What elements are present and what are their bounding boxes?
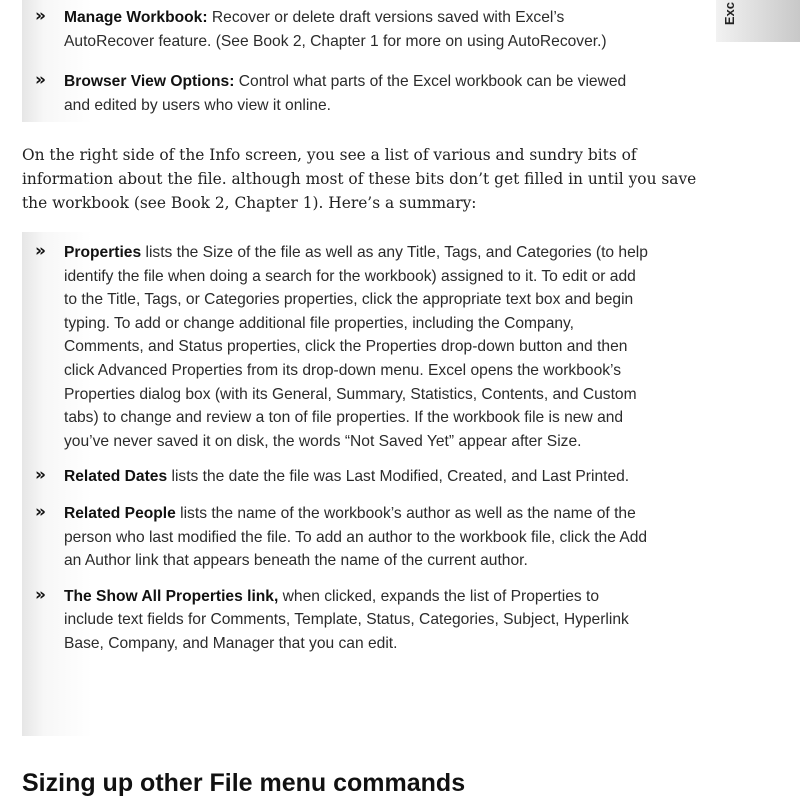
list-item-text <box>64 465 652 489</box>
chevron-bullet-icon: » <box>35 465 43 486</box>
list-item-term: Properties <box>64 244 142 261</box>
list-item <box>22 453 672 489</box>
summary-bullet-list <box>22 232 672 736</box>
chevron-bullet-icon: » <box>35 501 43 522</box>
list-item-text <box>64 241 652 453</box>
chevron-bullet-icon: » <box>35 584 43 605</box>
list-item-text <box>64 585 652 656</box>
list-item-description: lists the date the file was Last Modified, Created, and Last Printed. <box>167 468 630 486</box>
list-item <box>22 232 672 453</box>
chevron-bullet-icon: » <box>35 241 43 261</box>
list-item <box>22 0 672 53</box>
list-item <box>22 489 672 573</box>
body-paragraph: On the right side of the Info screen, you see a list of various and sundry bits of information about the file. although most of these bits don’t get filled in until you save the workbook (see Book 2, Chapter 1). Here’s a summary: <box>22 146 697 212</box>
list-item <box>22 573 672 656</box>
list-item-term: The Show All Properties link, <box>64 587 279 605</box>
top-bullet-list <box>22 0 672 122</box>
list-item-term: Browser View Options: <box>64 73 235 91</box>
list-item <box>22 53 672 117</box>
list-item-text <box>64 502 652 573</box>
list-item-term: Manage Workbook: <box>64 9 208 26</box>
list-item-text <box>64 6 652 53</box>
section-heading: Sizing up other File menu commands <box>22 769 466 797</box>
list-item-description: Recover or delete draft versions saved with Excel’s AutoRecover feature. (See Book 2, Chapter 1 for more on using AutoRecover.) <box>64 9 607 50</box>
list-item-description: when clicked, expands the list of Properties to include text fields for Comments, Template, Status, Categories, Subject, Hyperlink Base, Company, and Manager that you can edit. <box>64 587 629 652</box>
list-item-term: Related People <box>64 504 176 522</box>
list-item-description: Control what parts of the Excel workbook can be viewed and edited by users who view it online. <box>64 73 627 114</box>
chevron-bullet-icon: » <box>35 70 43 91</box>
side-tab-label: Exc <box>722 2 737 26</box>
list-item-term: Related Dates <box>64 468 168 486</box>
list-item-description: lists the Size of the file as well as any Title, Tags, and Categories (to help identify the file when doing a search for the workbook) assigned to it. To edit or add to the Title, Tags, or Categories properties, click the appropriate text box and begin typing. To add or change additional file properties, including the Company, Comments, and Status properties, click the Properties drop-down button and then click Advanced Properties from its drop-down menu. Excel opens the workbook’s Properties dialog box (with its General, Summary, Statistics, Contents, and Custom tabs) to change and review a ton of file properties. If the workbook file is new and you’ve never saved it on disk, the words “Not Saved Yet” appear after Size. <box>64 244 648 450</box>
list-item-description: lists the name of the workbook’s author as well as the name of the person who last modified the file. To add an author to the workbook file, click the Add an Author link that appears beneath the name of the current author. <box>64 504 648 570</box>
chevron-bullet-icon: » <box>35 6 43 26</box>
list-item-text <box>64 70 652 117</box>
